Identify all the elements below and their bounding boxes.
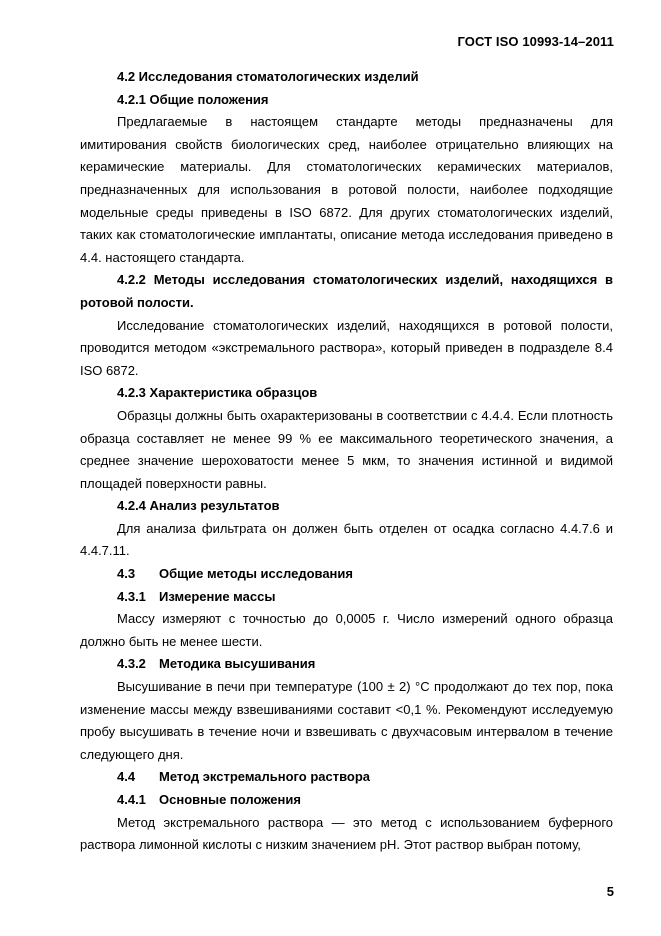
section-title: Основные положения bbox=[159, 792, 301, 807]
section-number: 4.4.1 bbox=[117, 792, 146, 807]
paragraph-4-3-2: Высушивание в печи при температуре (100 ± 2) °С продолжают до тех пор, пока изменение массы между взвешиваниями составит <0,1 %. Рекомендуют исследуемую пробу высушивать в течение ночи и взвешивать с двухчасовым интервалом в течение следующего дня. bbox=[80, 679, 613, 762]
section-heading-4-2-4: 4.2.4 Анализ результатов bbox=[117, 498, 280, 514]
section-heading-4-2-1: 4.2.1 Общие положения bbox=[117, 91, 269, 107]
paragraph-4-3-1: Массу измеряют с точностью до 0,0005 г. Число измерений одного образца должно быть не менее шести. bbox=[80, 611, 613, 649]
section-heading-4-4 bbox=[80, 766, 613, 789]
paragraph-4-4-1: Метод экстремального раствора — это метод с использованием буферного раствора лимонной кислоты с низким значением pH. Этот раствор выбран потому, bbox=[80, 814, 613, 853]
page-number: 5 bbox=[606, 884, 614, 899]
section-number: 4.3 bbox=[117, 566, 136, 582]
paragraph-4-2-3: Образцы должны быть охарактеризованы в соответствии с 4.4.4. Если плотность образца составляет не менее 99 % ее максимального теоретического значения, а среднее значение шероховатости менее 5 мкм, то значения истинной и видимой площадей поверхности равны. bbox=[80, 407, 613, 491]
section-title: Измерение массы bbox=[159, 588, 276, 604]
section-number: 4.3.1 bbox=[117, 588, 146, 604]
section-heading-4-4-1 bbox=[80, 789, 613, 812]
section-heading-4-3-2 bbox=[80, 653, 613, 676]
section-title: Общие методы исследования bbox=[159, 566, 353, 582]
section-heading-4-2-2: 4.2.2 Методы исследования стоматологических изделий, находящихся в ротовой полости. bbox=[80, 272, 613, 310]
section-number: 4.3.2 bbox=[117, 656, 146, 672]
document-body bbox=[80, 66, 613, 857]
section-heading-4-3-1 bbox=[80, 586, 613, 609]
paragraph-4-2-4: Для анализа фильтрата он должен быть отделен от осадка согласно 4.4.7.6 и 4.4.7.11. bbox=[80, 520, 613, 559]
section-heading-4-2: 4.2 Исследования стоматологических изделий bbox=[117, 69, 419, 84]
paragraph-4-2-2: Исследование стоматологических изделий, находящихся в ротовой полости, проводится методом «экстремального раствора», который приведен в подразделе 8.4 ISO 6872. bbox=[80, 317, 613, 378]
section-title: Методика высушивания bbox=[159, 656, 316, 672]
paragraph-4-2-1: Предлагаемые в настоящем стандарте методы предназначены для имитирования свойств биологических сред, наиболее отрицательно влияющих на керамические материалы. Для стоматологических керамических материалов, предназначенных для использования в ротовой полости, наиболее подходящие модельные среды приведены в ISO 6872. Для других стоматологических изделий, таких как стоматологические имплантаты, описание метода исследования приведено в 4.4. настоящего стандарта. bbox=[80, 114, 613, 265]
section-number: 4.4 bbox=[117, 769, 136, 785]
section-heading-4-3 bbox=[80, 563, 613, 586]
document-header: ГОСТ ISO 10993-14–2011 bbox=[457, 34, 614, 49]
section-title: Метод экстремального раствора bbox=[159, 769, 371, 785]
section-heading-4-2-3: 4.2.3 Характеристика образцов bbox=[117, 385, 318, 401]
